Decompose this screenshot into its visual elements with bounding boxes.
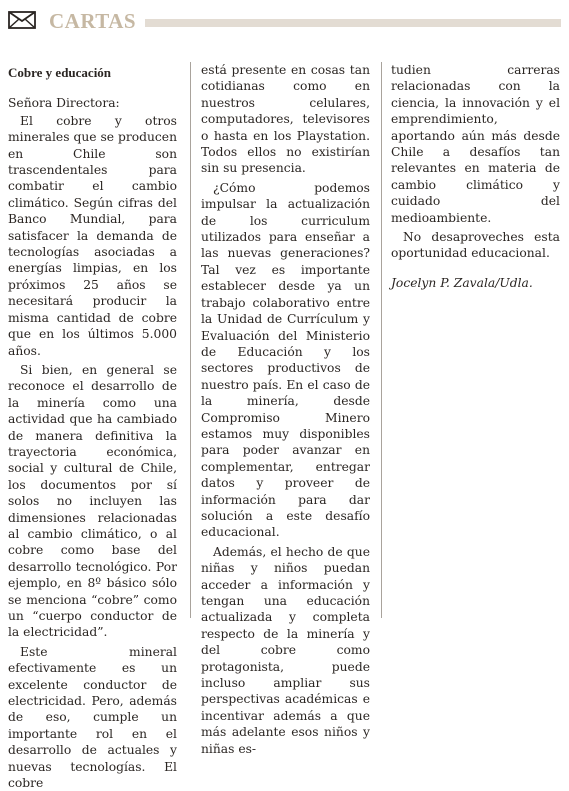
paragraph: Si bien, en general se reconoce el desarrollo de la minería como una actividad que ha cambiado de manera definitiva la trayectoria económica, social y cultural de Chile, los documentos por sí solos no incluyen las dimensiones relacionadas al cambio climático, o al cobre como base del desarrollo tecnológico. Por ejemplo, en 8º básico sólo se menciona “cobre” como un “cuerpo conductor de la electricidad”. (8, 362, 177, 640)
paragraph: Además, el hecho de que niñas y niños puedan acceder a información y tengan una educación actualizada y completa respecto de la minería y del cobre como protagonista, puede incluso ampliar sus perspectivas académicas e incentivar además a que más adelante esos niños y niñas es- (201, 544, 370, 756)
section-header (8, 8, 561, 32)
envelope-icon (8, 11, 36, 29)
paragraph: No desaproveches esta oportunidad educacional. (391, 230, 560, 261)
header-bar (145, 19, 561, 27)
column-divider (190, 62, 191, 618)
paragraph: Este mineral efectivamente es un excelente conductor de electricidad. Pero, además de eso, cumple un importante rol en el desarrollo de actuales y nuevas tecnologías. El cobre (8, 644, 177, 791)
letter-title: Cobre y educación (8, 65, 112, 80)
column-1 (8, 65, 177, 791)
salutation: Señora Directora: (8, 96, 120, 111)
paragraph-continued: está presente en cosas tan cotidianas como en nuestros celulares, computadores, televisores o hasta en los Playstation. Todos ellos no existirían sin su presencia. (201, 63, 370, 176)
paragraph: ¿Cómo podemos impulsar la actualización de los curriculum utilizados para enseñar a las nuevas generaciones? Tal vez es importante establecer desde ya un trabajo colaborativo entre la Unidad de Currículum y Evaluación del Ministerio de Educación y los sectores productivos de nuestro país. En el caso de la minería, desde Compromiso Minero estamos muy disponibles para poder avanzar en complementar, entregar datos y proveer de información para dar solución a este desafío educacional. (201, 180, 370, 540)
paragraph: El cobre y otros minerales que se producen en Chile son trascendentales para combatir el cambio climático. Según cifras del Banco Mundial, para satisfacer la demanda de tecnologías asociadas a energías limpias, en los próximos 25 años se necesitará producir la misma cantidad de cobre que en los últimos 5.000 años. (8, 113, 177, 358)
column-2 (201, 62, 370, 757)
paragraph-continued: tudien carreras relacionadas con la ciencia, la innovación y el emprendimiento, aportando aún más desde Chile a desafíos tan relevantes en materia de cambio climático y cuidado del medioambiente. (391, 63, 560, 225)
section-title: CARTAS (49, 9, 137, 33)
column-3 (391, 62, 560, 291)
signature: Jocelyn P. Zavala/Udla. (391, 275, 533, 290)
column-divider (381, 62, 382, 618)
